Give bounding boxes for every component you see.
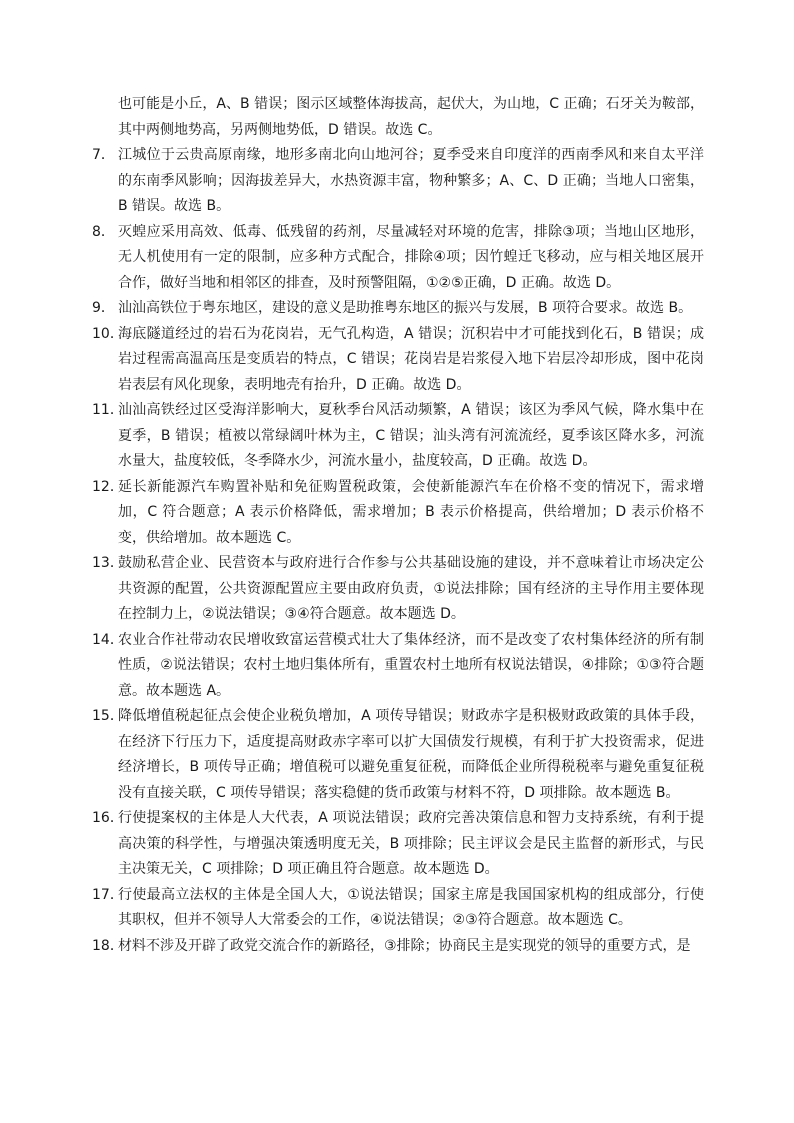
- item-text: 农业合作社带动农民增收致富运营模式壮大了集体经济，而不是改变了农村集体经济的所有制性质，②说法错误；农村土地归集体所有，重置农村土地所有权说法错误，④排除；①③符合题意。故本题选 A。: [118, 631, 704, 699]
- list-item: [92, 92, 704, 143]
- list-item: [92, 806, 704, 883]
- list-item: [92, 296, 704, 322]
- list-item: [92, 143, 704, 220]
- list-item: [92, 220, 704, 297]
- item-text: 海底隧道经过的岩石为花岗岩，无气孔构造，A 错误；沉积岩中才可能找到化石，B 错误；成岩过程需高温高压是变质岩的特点，C 错误；花岗岩是岩浆侵入地下岩层冷却形成，图中花岗岩表层有风化现象，表明地壳有抬升，D 正确。故选 D。: [118, 325, 704, 393]
- list-item: [92, 475, 704, 552]
- list-item: [92, 883, 704, 934]
- item-text: 江城位于云贵高原南缘，地形多南北向山地河谷；夏季受来自印度洋的西南季风和来自太平洋的东南季风影响；因海拔差异大，水热资源丰富，物种繁多；A、C、D 正确；当地人口密集，B 错误。故选 B。: [118, 147, 704, 214]
- list-item: [92, 322, 704, 399]
- item-number: 17．: [92, 886, 124, 903]
- item-number: 7．: [92, 147, 115, 163]
- list-item: [92, 628, 704, 705]
- item-number: 9．: [92, 300, 115, 316]
- item-text: 汕汕高铁位于粤东地区，建设的意义是助推粤东地区的振兴与发展，B 项符合要求。故选 B。: [118, 300, 693, 316]
- item-number: 16．: [92, 810, 124, 826]
- answer-explanations: [92, 92, 704, 959]
- item-text: 灭蝗应采用高效、低毒、低残留的药剂，尽量减轻对环境的危害，排除③项；当地山区地形，无人机使用有一定的限制，应多种方式配合，排除④项；因竹蝗迁飞移动，应与相关地区展开合作，做好当地和相邻区的排查，及时预警阻隔，①②⑤正确，D 正确。故选 D。: [118, 223, 704, 291]
- item-text: 鼓励私营企业、民营资本与政府进行合作参与公共基础设施的建设，并不意味着让市场决定公共资源的配置，公共资源配置应主要由政府负责，①说法排除；国有经济的主导作用主要体现在控制力上，②说法错误；③④符合题意。故本题选 D。: [118, 555, 704, 622]
- item-text: 降低增值税起征点会使企业税负增加，A 项传导错误；财政赤字是积极财政政策的具体手段，在经济下行压力下，适度提高财政赤字率可以扩大国债发行规模，有利于扩大投资需求，促进经济增长，B 项传导正确；增值税可以避免重复征税，而降低企业所得税税率与避免重复征税没有直接关联，C 项传导错误；落实稳健的货币政策与材料不符，D 项排除。故本题选 B。: [118, 708, 704, 801]
- item-number: 13．: [92, 555, 124, 571]
- item-text: 也可能是小丘，A、B 错误；图示区域整体海拔高，起伏大，为山地，C 正确；石牙关为鞍部，其中两侧地势高，另两侧地势低，D 错误。故选 C。: [118, 96, 704, 138]
- item-number: 15．: [92, 708, 124, 724]
- list-item: [92, 398, 704, 475]
- item-text: 材料不涉及开辟了政党交流合作的新路径，③排除；协商民主是实现党的领导的重要方式，是: [118, 937, 691, 954]
- item-number: 14．: [92, 631, 124, 648]
- list-item: [92, 551, 704, 628]
- item-text: 延长新能源汽车购置补贴和免征购置税政策，会使新能源汽车在价格不变的情况下，需求增加，C 符合题意；A 表示价格降低，需求增加；B 表示价格提高，供给增加；D 表示价格不变，供给增加。故本题选 C。: [118, 478, 704, 546]
- list-item: [92, 704, 704, 806]
- item-number: 11．: [92, 402, 124, 418]
- item-text: 汕汕高铁经过区受海洋影响大，夏秋季台风活动频繁，A 错误；该区为季风气候，降水集中在夏季，B 错误；植被以常绿阔叶林为主，C 错误；汕头湾有河流流经，夏季该区降水多，河流水量大，盐度较低，冬季降水少，河流水量小，盐度较高，D 正确。故选 D。: [118, 402, 704, 469]
- list-item: [92, 934, 704, 960]
- item-text: 行使提案权的主体是人大代表，A 项说法错误；政府完善决策信息和智力支持系统，有利于提高决策的科学性，与增强决策透明度无关，B 项排除；民主评议会是民主监督的新形式，与民主决策无关，C 项排除；D 项正确且符合题意。故本题选 D。: [118, 810, 704, 877]
- item-number: 12．: [92, 478, 124, 495]
- item-number: 10．: [92, 325, 124, 342]
- item-number: 18．: [92, 937, 124, 954]
- item-text: 行使最高立法权的主体是全国人大，①说法错误；国家主席是我国国家机构的组成部分，行使其职权，但并不领导人大常委会的工作，④说法错误；②③符合题意。故本题选 C。: [118, 886, 704, 928]
- item-number: 8．: [92, 223, 115, 240]
